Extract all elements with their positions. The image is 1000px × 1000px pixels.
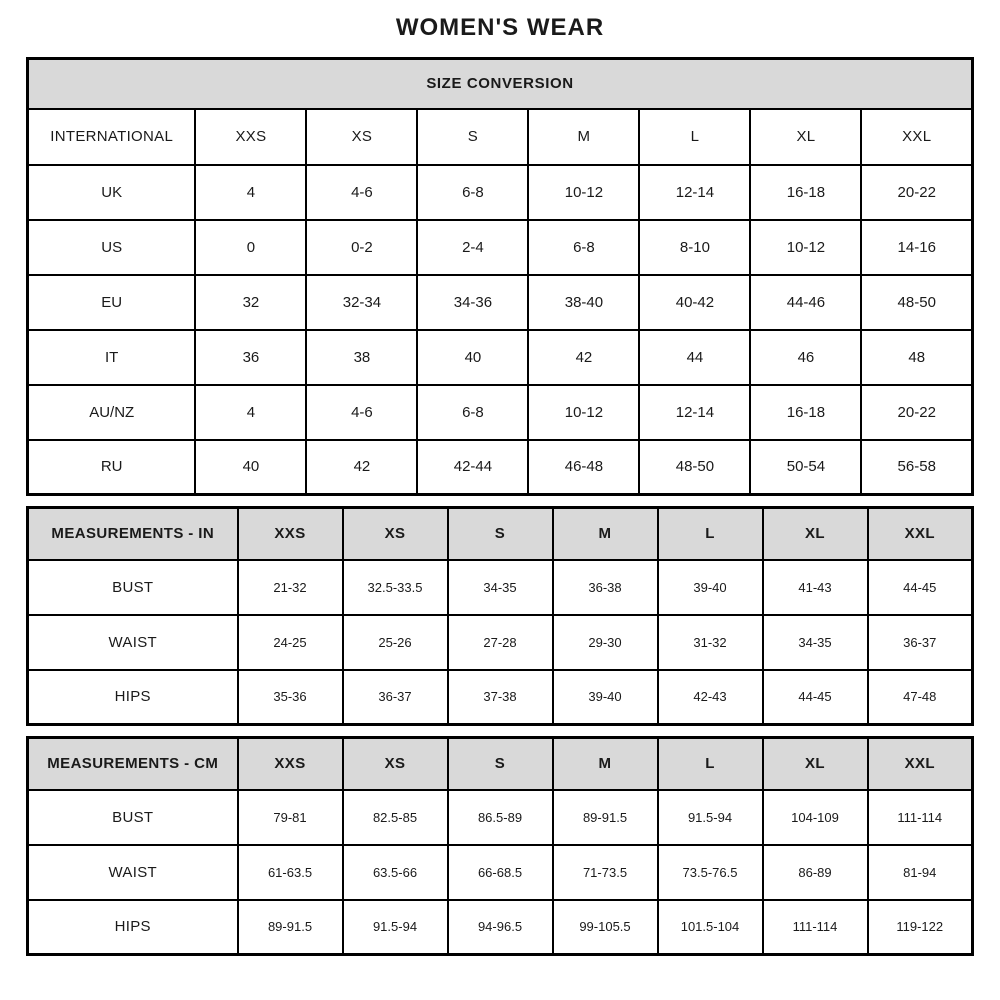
row-label: HIPS [28, 670, 238, 725]
size-value: 44-46 [750, 275, 861, 330]
measurement-value: 36-37 [868, 615, 973, 670]
size-value: 34-36 [417, 275, 528, 330]
measurement-value: 32.5-33.5 [343, 560, 448, 615]
row-label: WAIST [28, 615, 238, 670]
measurement-value: 21-32 [238, 560, 343, 615]
measurement-value: 44-45 [868, 560, 973, 615]
header-cell-size: S [448, 738, 553, 790]
header-cell-size: XS [343, 508, 448, 560]
measurement-value: 41-43 [763, 560, 868, 615]
measurement-value: 86-89 [763, 845, 868, 900]
measurement-value: 111-114 [763, 900, 868, 955]
size-value: 42-44 [417, 440, 528, 495]
size-value: 6-8 [417, 385, 528, 440]
size-value: 20-22 [861, 385, 972, 440]
measurement-value: 39-40 [553, 670, 658, 725]
measurements-in-title: MEASUREMENTS - IN [28, 508, 238, 560]
header-cell-size: L [658, 738, 763, 790]
measurement-value: 91.5-94 [658, 790, 763, 845]
table-row-aunz [27, 385, 972, 440]
size-value: 4-6 [306, 165, 417, 220]
header-cell-size: XL [750, 109, 861, 165]
row-label: HIPS [28, 900, 238, 955]
measurement-value: 86.5-89 [448, 790, 553, 845]
measurement-value: 44-45 [763, 670, 868, 725]
measurement-value: 61-63.5 [238, 845, 343, 900]
measurement-value: 94-96.5 [448, 900, 553, 955]
measurement-value: 73.5-76.5 [658, 845, 763, 900]
table-row-waist-cm [28, 845, 973, 900]
row-label: US [27, 220, 195, 275]
measurement-value: 89-91.5 [238, 900, 343, 955]
size-value: 4-6 [306, 385, 417, 440]
measurement-value: 27-28 [448, 615, 553, 670]
size-value: 10-12 [528, 385, 639, 440]
header-cell-size: XXS [238, 508, 343, 560]
size-value: 40 [195, 440, 306, 495]
row-label: EU [27, 275, 195, 330]
measurement-value: 101.5-104 [658, 900, 763, 955]
size-value: 10-12 [528, 165, 639, 220]
header-cell-size: L [639, 109, 750, 165]
size-conversion-header-row [27, 109, 972, 165]
size-value: 36 [195, 330, 306, 385]
size-value: 48 [861, 330, 972, 385]
measurement-value: 29-30 [553, 615, 658, 670]
size-value: 10-12 [750, 220, 861, 275]
header-cell-size: XS [306, 109, 417, 165]
table-row-hips-in [28, 670, 973, 725]
measurement-value: 35-36 [238, 670, 343, 725]
row-label: RU [27, 440, 195, 495]
size-value: 42 [528, 330, 639, 385]
row-label: WAIST [28, 845, 238, 900]
table-row-us [27, 220, 972, 275]
header-cell-size: XL [763, 508, 868, 560]
measurement-value: 71-73.5 [553, 845, 658, 900]
size-value: 4 [195, 385, 306, 440]
measurement-value: 24-25 [238, 615, 343, 670]
size-conversion-table [26, 57, 974, 496]
header-cell-size: XL [763, 738, 868, 790]
page-title: WOMEN'S WEAR [395, 14, 605, 41]
measurement-value: 25-26 [343, 615, 448, 670]
measurement-value: 99-105.5 [553, 900, 658, 955]
measurement-value: 36-37 [343, 670, 448, 725]
size-value: 16-18 [750, 165, 861, 220]
header-cell-size: S [417, 109, 528, 165]
measurement-value: 39-40 [658, 560, 763, 615]
header-cell-size: XXS [195, 109, 306, 165]
table-row-eu [27, 275, 972, 330]
measurement-value: 89-91.5 [553, 790, 658, 845]
size-conversion-title: SIZE CONVERSION [27, 59, 972, 109]
header-cell-size: L [658, 508, 763, 560]
size-value: 6-8 [417, 165, 528, 220]
size-value: 38-40 [528, 275, 639, 330]
size-value: 8-10 [639, 220, 750, 275]
measurement-value: 31-32 [658, 615, 763, 670]
table-row-bust-cm [28, 790, 973, 845]
size-value: 38 [306, 330, 417, 385]
header-cell-international: INTERNATIONAL [27, 109, 195, 165]
table-row-it [27, 330, 972, 385]
size-value: 40-42 [639, 275, 750, 330]
header-cell-size: M [553, 508, 658, 560]
header-cell-size: XXL [861, 109, 972, 165]
row-label: IT [27, 330, 195, 385]
table-row-uk [27, 165, 972, 220]
measurement-value: 37-38 [448, 670, 553, 725]
size-value: 56-58 [861, 440, 972, 495]
measurement-value: 36-38 [553, 560, 658, 615]
table-row-bust-in [28, 560, 973, 615]
size-value: 20-22 [861, 165, 972, 220]
header-cell-size: XXL [868, 738, 973, 790]
size-value: 2-4 [417, 220, 528, 275]
measurement-value: 63.5-66 [343, 845, 448, 900]
size-value: 46-48 [528, 440, 639, 495]
header-cell-size: M [528, 109, 639, 165]
measurement-value: 111-114 [868, 790, 973, 845]
measurements-in-table [26, 506, 974, 726]
measurements-in-header-row [28, 508, 973, 560]
size-value: 42 [306, 440, 417, 495]
measurement-value: 79-81 [238, 790, 343, 845]
measurement-value: 42-43 [658, 670, 763, 725]
measurement-value: 66-68.5 [448, 845, 553, 900]
measurement-value: 82.5-85 [343, 790, 448, 845]
measurement-value: 47-48 [868, 670, 973, 725]
size-value: 16-18 [750, 385, 861, 440]
table-row-ru [27, 440, 972, 495]
size-value: 32 [195, 275, 306, 330]
measurement-value: 34-35 [448, 560, 553, 615]
measurement-value: 34-35 [763, 615, 868, 670]
size-value: 4 [195, 165, 306, 220]
size-value: 6-8 [528, 220, 639, 275]
size-value: 32-34 [306, 275, 417, 330]
table-row-hips-cm [28, 900, 973, 955]
header-cell-size: XXL [868, 508, 973, 560]
measurement-value: 91.5-94 [343, 900, 448, 955]
header-cell-size: S [448, 508, 553, 560]
measurements-cm-title: MEASUREMENTS - CM [28, 738, 238, 790]
size-value: 0-2 [306, 220, 417, 275]
size-value: 48-50 [861, 275, 972, 330]
table-row-waist-in [28, 615, 973, 670]
measurement-value: 104-109 [763, 790, 868, 845]
size-value: 48-50 [639, 440, 750, 495]
measurement-value: 119-122 [868, 900, 973, 955]
row-label: BUST [28, 790, 238, 845]
row-label: UK [27, 165, 195, 220]
row-label: AU/NZ [27, 385, 195, 440]
size-value: 12-14 [639, 385, 750, 440]
header-cell-size: XS [343, 738, 448, 790]
measurements-cm-header-row [28, 738, 973, 790]
header-cell-size: XXS [238, 738, 343, 790]
row-label: BUST [28, 560, 238, 615]
measurements-cm-table [26, 736, 974, 956]
header-cell-size: M [553, 738, 658, 790]
size-value: 44 [639, 330, 750, 385]
measurement-value: 81-94 [868, 845, 973, 900]
size-conversion-banner-row [27, 59, 972, 109]
size-value: 0 [195, 220, 306, 275]
size-value: 50-54 [750, 440, 861, 495]
size-value: 40 [417, 330, 528, 385]
size-value: 14-16 [861, 220, 972, 275]
size-value: 46 [750, 330, 861, 385]
size-value: 12-14 [639, 165, 750, 220]
